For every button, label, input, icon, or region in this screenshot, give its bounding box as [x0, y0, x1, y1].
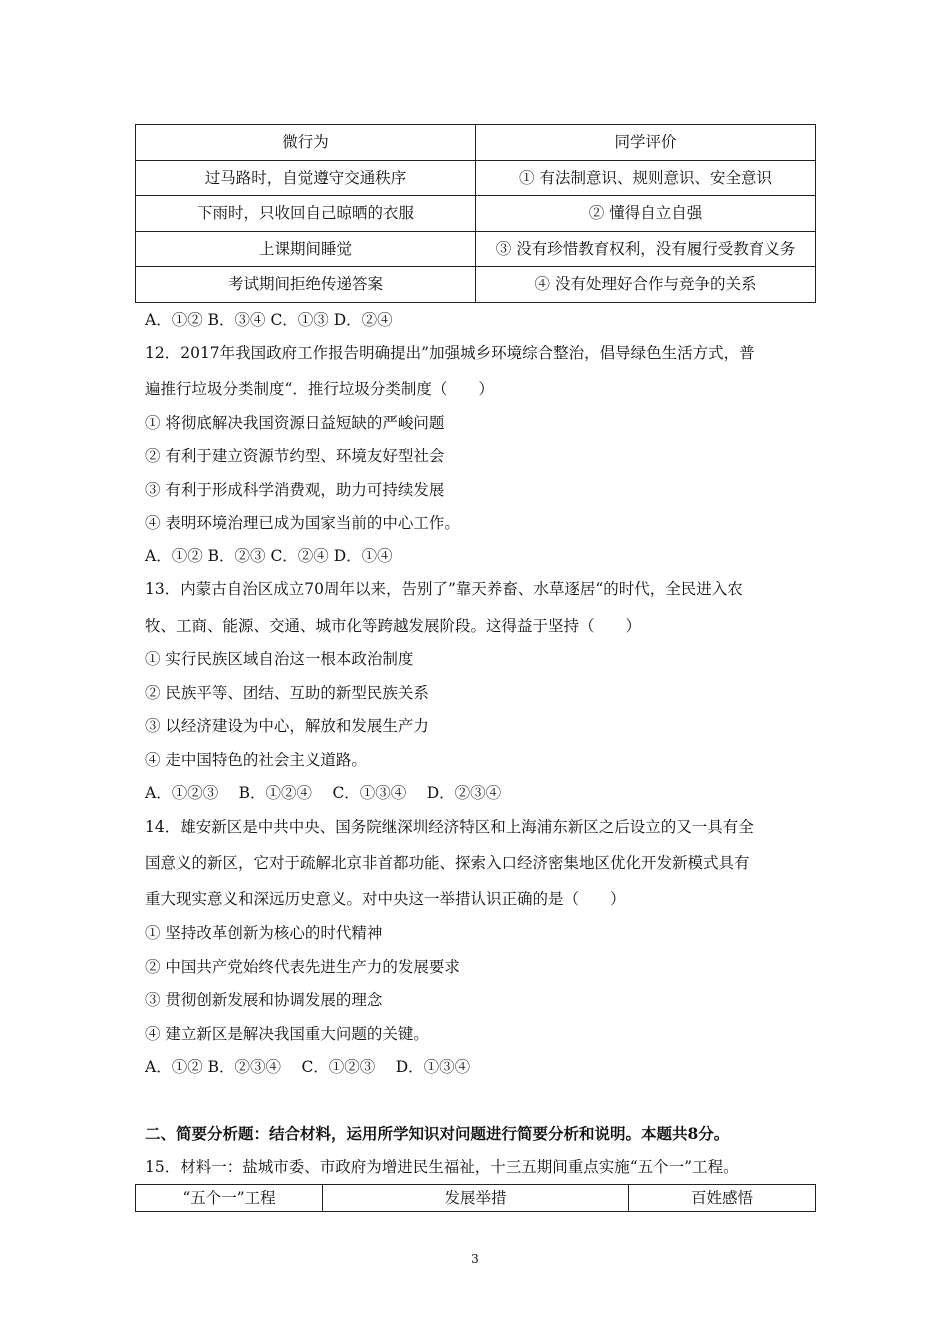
q15-stem: 15．材料一：盐城市委、市政府为增进民生福祉，十三五期间重点实施“五个一”工程。: [145, 1158, 739, 1176]
q14-options: A．①② B．②③④ C．①②③ D．①③④: [145, 1058, 471, 1076]
section-title: 二、简要分析题：结合材料，运用所学知识对问题进行简要分析和说明。本题共8分。: [145, 1124, 730, 1143]
page-number: 3: [471, 1252, 479, 1266]
table-header-row: [136, 1185, 816, 1212]
q14-item: ④ 建立新区是解决我国重大问题的关键。: [145, 1025, 429, 1043]
table-header-cell: 微行为: [136, 125, 476, 161]
table-cell: ① 有法制意识、规则意识、安全意识: [476, 160, 816, 196]
table-cell: 下雨时，只收回自己晾晒的衣服: [136, 196, 476, 232]
q13-options: A．①②③ B．①②④ C．①③④ D．②③④: [145, 784, 502, 802]
table-header-cell: 发展举措: [323, 1185, 629, 1212]
q14-item: ① 坚持改革创新为核心的时代精神: [145, 924, 383, 942]
table-cell: 考试期间拒绝传递答案: [136, 267, 476, 303]
five-projects-table: [135, 1184, 816, 1212]
q12-options: A．①② B．②③ C．②④ D．①④: [145, 547, 393, 565]
table-cell: 上课期间睡觉: [136, 231, 476, 267]
q14-stem: 重大现实意义和深远历史意义。对中央这一举措认识正确的是（ ）: [145, 890, 626, 908]
behavior-evaluation-table: [135, 124, 816, 303]
q13-item: ③ 以经济建设为中心，解放和发展生产力: [145, 717, 429, 735]
q12-item: ① 将彻底解决我国资源日益短缺的严峻问题: [145, 414, 445, 432]
q13-stem: 13．内蒙古自治区成立70周年以来，告别了”靠天养畜、水草逐居“的时代，全民进入农: [145, 580, 743, 598]
q13-item: ① 实行民族区域自治这一根本政治制度: [145, 650, 414, 668]
table-header-row: [136, 125, 816, 161]
table-header-cell: 百姓感悟: [629, 1185, 816, 1212]
q13-item: ④ 走中国特色的社会主义道路。: [145, 751, 367, 769]
q12-stem: 12．2017年我国政府工作报告明确提出”加强城乡环境综合整治，倡导绿色生活方式，普: [145, 344, 755, 362]
table-header-cell: “五个一”工程: [136, 1185, 323, 1212]
q12-item: ② 有利于建立资源节约型、环境友好型社会: [145, 447, 445, 465]
table-cell: ② 懂得自立自强: [476, 196, 816, 232]
q14-item: ③ 贯彻创新发展和协调发展的理念: [145, 991, 383, 1009]
q14-stem: 国意义的新区，它对于疏解北京非首都功能、探索入口经济密集地区优化开发新模式具有: [145, 854, 750, 872]
table-row: [136, 160, 816, 196]
table-header-cell: 同学评价: [476, 125, 816, 161]
table-row: [136, 231, 816, 267]
q14-stem: 14．雄安新区是中共中央、国务院继深圳经济特区和上海浦东新区之后设立的又一具有全: [145, 818, 754, 836]
q13-item: ② 民族平等、团结、互助的新型民族关系: [145, 684, 429, 702]
q12-item: ④ 表明环境治理已成为国家当前的中心工作。: [145, 514, 460, 532]
table-row: [136, 196, 816, 232]
q11-options: A．①② B．③④ C．①③ D．②④: [145, 311, 393, 329]
q12-stem: 遍推行垃圾分类制度“．推行垃圾分类制度（ ）: [145, 380, 494, 398]
table-row: [136, 267, 816, 303]
table-cell: ④ 没有处理好合作与竞争的关系: [476, 267, 816, 303]
table-cell: 过马路时，自觉遵守交通秩序: [136, 160, 476, 196]
q12-item: ③ 有利于形成科学消费观，助力可持续发展: [145, 481, 445, 499]
q14-item: ② 中国共产党始终代表先进生产力的发展要求: [145, 958, 460, 976]
table-cell: ③ 没有珍惜教育权利，没有履行受教育义务: [476, 231, 816, 267]
q13-stem: 牧、工商、能源、交通、城市化等跨越发展阶段。这得益于坚持（ ）: [145, 617, 642, 635]
